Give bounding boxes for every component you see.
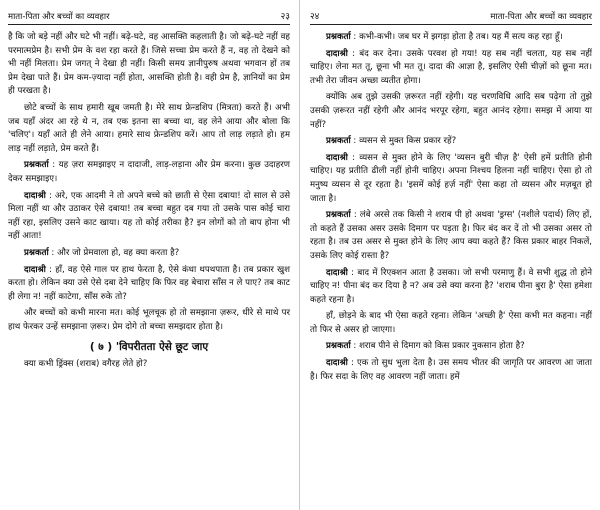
speaker-separator: : — [350, 210, 360, 221]
speaker-separator: : — [350, 32, 360, 42]
speaker-label: दादाश्री — [326, 267, 348, 278]
paragraph-text: यह ज़रा समझाइए न दादाजी, लाड़-लड़ाना और प्रेम करना। कुछ उदाहरण देकर समझाइए। — [8, 160, 291, 184]
paragraph-text: बंद कर देना। उसके परवश हो गया! यह सब नहीं चलता, यह सब नहीं चाहिए। लेना मत तू, छूना भी मत तू। दादा की आज्ञा है, इसलिए ऐसी चीज़ों को छूना मत। तभी तेरा जीवन अच्छा व्यतीत होगा। — [310, 48, 593, 86]
speaker-separator: : — [347, 358, 357, 369]
question-paragraph — [310, 340, 592, 354]
paragraph-text: शराब पीने से दिमाग को किस प्रकार नुकसान होता है? — [359, 341, 525, 352]
speaker-separator: : — [45, 264, 56, 275]
paragraph-text: अरे, एक आदमी ने तो अपने बच्चे को छाती से ऐसा दबाया! दो साल से उसे मिला नहीं था और उठाकर ऐसे दबाया! तब बच्चा बहुत दब गया तो उसके पास कोई चारा नहीं रहा, इसलिए उसने काट खाया। यह तो कोई तरीका है? इन लोगों को तो बाप होना भी नहीं आता! — [8, 190, 290, 242]
answer-paragraph — [310, 152, 592, 206]
speaker-label: प्रश्नकर्ता — [326, 210, 351, 221]
speaker-separator: : — [350, 341, 360, 352]
page-number: २३ — [280, 12, 290, 22]
right-page — [300, 0, 600, 510]
paragraph-text: एक तो सुध भुला देता है। उस समय भीतर की जागृति पर आवरण आ जाता है। फिर सदा के लिए वह आवरण नहीं जाता। हमें — [310, 358, 592, 382]
page-number: २४ — [310, 12, 320, 22]
speaker-separator: : — [347, 48, 360, 59]
speaker-separator: : — [48, 160, 59, 171]
paragraph-text: बाद में रिएक्शन आता है उसका। जो सभी परमाणु हैं। वे सभी शुद्ध तो होने चाहिए न! पीना बंद कर दिया है न? अब उसे क्या करना है? 'शराब पीना बुरा है' ऐसा हमेशा कहते रहना है। — [310, 267, 592, 305]
speaker-separator: : — [347, 267, 358, 278]
paragraph-text: और जो प्रेमवाला हो, वह क्या करता है? — [57, 247, 180, 258]
speaker-label: दादाश्री — [326, 358, 348, 369]
speaker-separator: : — [347, 152, 360, 163]
speaker-separator: : — [48, 247, 58, 258]
speaker-label: दादाश्री — [326, 48, 348, 59]
body-paragraph: है कि जो बड़े नहीं और घटे भी नहीं। बढ़े-घटे, वह आसक्ति कहलाती है। जो बढ़े-घटे नहीं वह परमात्मप्रेम है। सभी प्रेम के वश रहा करते हैं। जिसे सच्चा प्रेम करते हैं न, वह तो देखने को भी नहीं मिलता। प्रेम जगत् ने देखा ही नहीं। किसी समय ज्ञानीपुरुष अथवा भगवान हों तब प्रेम देखा पाते हैं। प्रेम कम-ज़्यादा नहीं होता, आसक्ति होती है। वही प्रेम है, ज्ञानियों का प्रेम ही परखता है। — [8, 32, 290, 97]
answer-paragraph — [8, 190, 290, 244]
speaker-label: प्रश्नकर्ता — [24, 160, 49, 171]
paragraph-text: कभी-कभी। जब घर में झगड़ा होता है तब। यह मैं सत्य कह रहा हूँ। — [359, 32, 563, 42]
page-header — [310, 10, 592, 25]
speaker-label: दादाश्री — [326, 152, 348, 163]
page-body — [8, 31, 290, 372]
page-body — [310, 31, 592, 387]
speaker-label: प्रश्नकर्ता — [326, 341, 351, 352]
answer-paragraph — [8, 264, 290, 305]
question-paragraph — [8, 247, 290, 261]
speaker-separator: : — [45, 190, 55, 201]
speaker-label: दादाश्री — [24, 264, 46, 275]
question-paragraph — [310, 209, 592, 263]
paragraph-text: व्यसन से मुक्त होने के लिए 'व्यसन बुरी चीज़ है' ऐसी हमें प्रतीति होनी चाहिए। यह प्रतीति ढीली नहीं होनी चाहिए। अपना निश्चय हिलना नहीं चाहिए। ऐसा हो तो मनुष्य व्यसन से दूर रहता है। 'इसमें कोई हर्ज़ नहीं' ऐसा कहा तो व्यसन और मज़बूत हो जाता है। — [310, 152, 593, 204]
speaker-label: प्रश्नकर्ता — [326, 32, 351, 42]
question-paragraph — [310, 31, 592, 45]
body-paragraph: हाँ, छोड़ने के बाद भी ऐसा कहते रहना। लेकिन 'अच्छी है' ऐसा कभी मत कहना। नहीं तो फिर से असर हो जाएगा। — [310, 311, 592, 335]
question-paragraph — [310, 135, 592, 149]
subheading-question: क्या कभी ड्रिंक्स (शराब) वगैरह लेते हो? — [24, 359, 148, 370]
answer-paragraph — [310, 357, 592, 384]
answer-paragraph — [310, 267, 592, 308]
body-paragraph: और बच्चों को कभी मारना मत। कोई भूलचूक हो तो समझाना ज़रूर, धीरे से माथे पर हाथ फेरकर उन्हें समझाना ज़रूर। प्रेम दोगे तो बच्चा समझदार होता है। — [8, 308, 290, 332]
speaker-label: दादाश्री — [24, 190, 46, 201]
body-paragraph: छोटे बच्चों के साथ हमारी खूब जमती है। मेरे साथ फ्रेन्डशिप (मित्रता) करते हैं। अभी जब यहाँ अंदर आ रहे थे न, तब एक इतना सा बच्चा था, वह लेने आया और बोला कि 'चलिए'। यहाँ आते ही लेने आया। हमारे साथ फ्रेन्डशिप करें। आप तो लाड़ लड़ाते हो। हम लाड़ नहीं लड़ाते, प्रेम करते हैं। — [8, 102, 290, 154]
running-title: माता-पिता और बच्चों का व्यवहार — [8, 12, 110, 22]
section-heading: ( ७ ) 'विपरीतता ऐसे छूट जाए — [89, 341, 209, 354]
answer-paragraph — [310, 48, 592, 89]
speaker-label: प्रश्नकर्ता — [326, 136, 351, 147]
paragraph-text: व्यसन से मुक्त किस प्रकार रहें? — [359, 136, 457, 147]
body-paragraph: क्योंकि अब तुझे उसकी ज़रूरत नहीं रहेगी। यह चरणविधि आदि सब पढ़ेगा तो तुझे उसकी ज़रूरत नहीं रहेगी और आनंद भरपूर रहेगा, बहुत आनंद रहेगा। समझ में आया या नहीं? — [310, 92, 592, 130]
running-title: माता-पिता और बच्चों का व्यवहार — [490, 12, 592, 22]
speaker-separator: : — [350, 136, 360, 147]
question-paragraph — [8, 159, 290, 186]
paragraph-text: लंबे अरसे तक किसी ने शराब पी हो अथवा 'ड्रग्स' (नशीले पदार्थ) लिए हों, तो कहते हैं उसका असर उसके दिमाग पर पड़ता है। फिर बंद कर दें तो भी उसका असर तो रहता है। तब उस असर से मुक्त होने के लिए आप क्या कहते हैं? किस प्रकार बाहर निकलें, उसके लिए कोई रास्ता है? — [310, 210, 593, 261]
speaker-label: प्रश्नकर्ता — [24, 247, 49, 258]
paragraph-text: हाँ, वह ऐसे गाल पर हाथ फेरता है, ऐसे कंधा थपथपाता है। तब प्रकार खुश करता हो। लेकिन क्या उसे ऐसे दबा देने चाहिए कि फिर वह बेचारा साँस न ले पाए? तब काट ही लेगा न! नहीं काटेगा, साँस रुके तो? — [8, 264, 291, 302]
page-header — [8, 10, 290, 25]
